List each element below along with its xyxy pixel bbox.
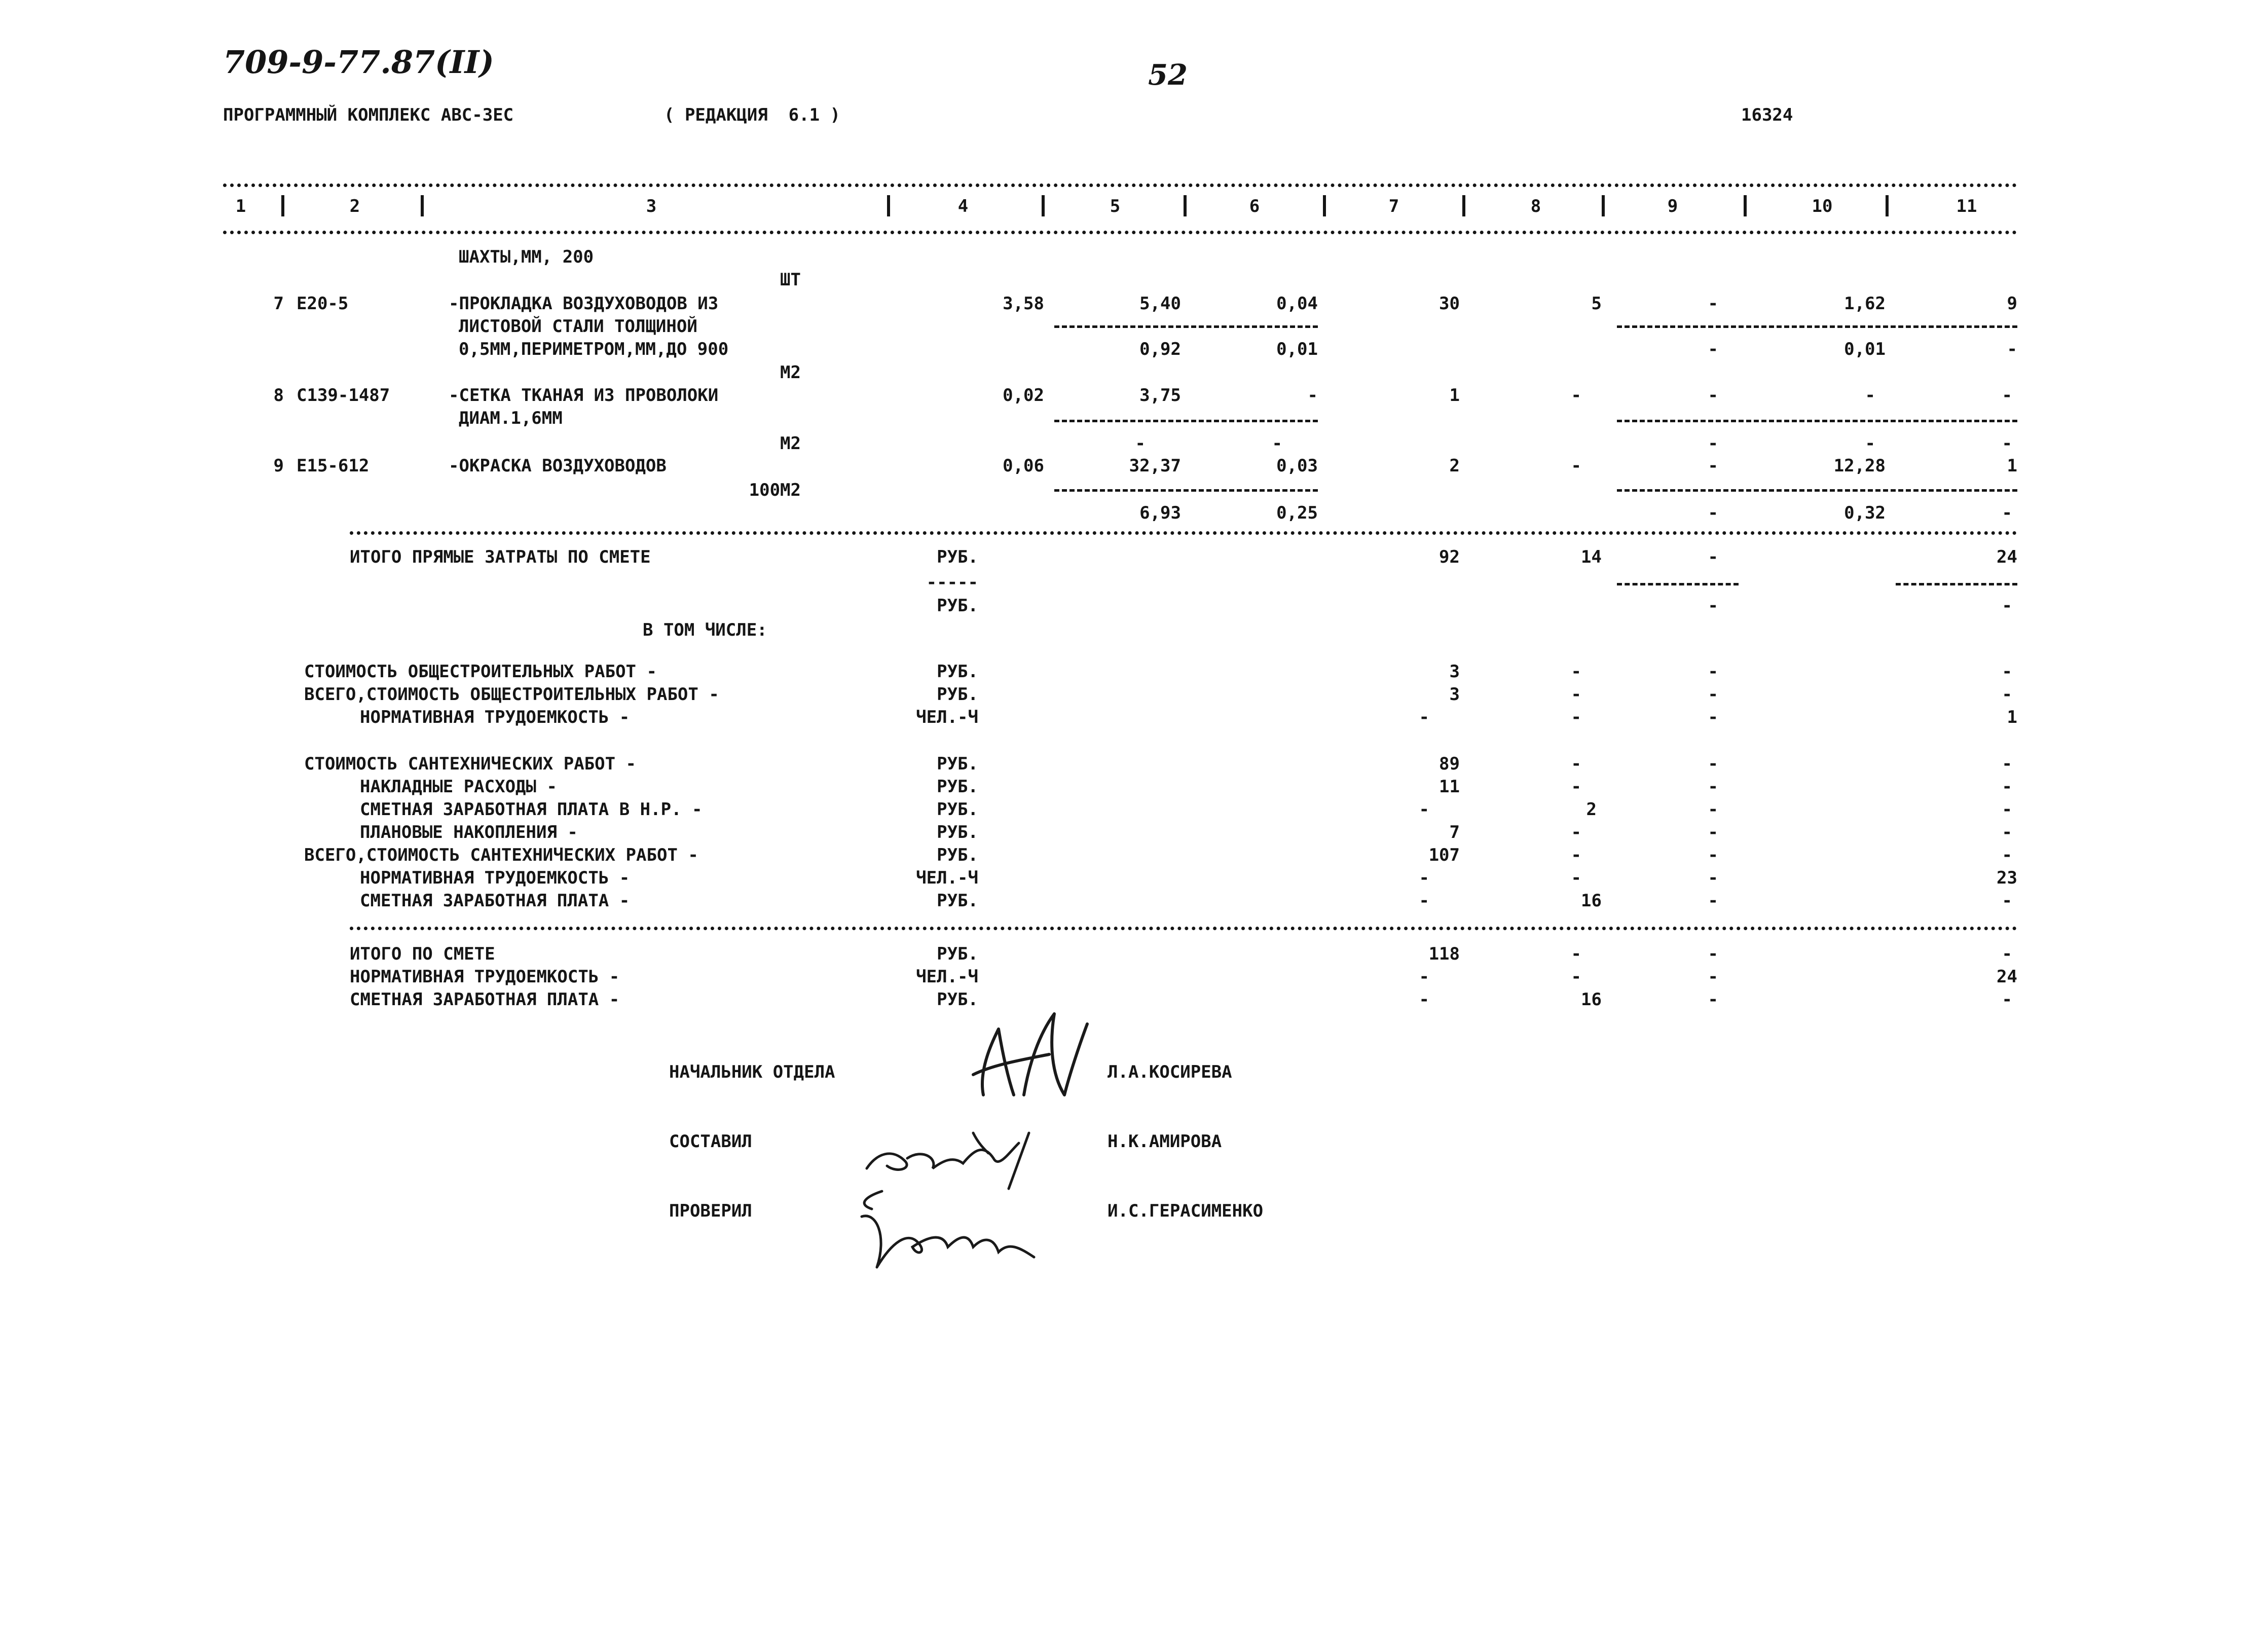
cell: - bbox=[2002, 662, 2012, 682]
cell: 92 bbox=[1439, 547, 1460, 567]
column-separator bbox=[887, 195, 890, 216]
cell: - bbox=[1865, 385, 1875, 406]
unit-label: РУБ. bbox=[937, 944, 978, 964]
cell: - bbox=[1708, 293, 1718, 314]
sub-rule bbox=[1054, 420, 1318, 422]
column-separator bbox=[421, 195, 424, 216]
cell: - bbox=[1571, 944, 1581, 964]
cell: - bbox=[1571, 845, 1581, 865]
unit-label: РУБ. bbox=[937, 547, 978, 567]
row-label: СТОИМОСТЬ САНТЕХНИЧЕСКИХ РАБОТ - bbox=[304, 754, 637, 774]
sub-rule bbox=[1617, 583, 1739, 585]
row-label: НАКЛАДНЫЕ РАСХОДЫ - bbox=[360, 777, 557, 797]
cell: 3 bbox=[1449, 662, 1460, 682]
cell: - bbox=[1419, 707, 1429, 727]
item-description: -ОКРАСКА ВОЗДУХОВОДОВ bbox=[449, 456, 667, 476]
cell: 89 bbox=[1439, 754, 1460, 774]
unit-label: ЧЕЛ.-Ч bbox=[916, 868, 978, 888]
unit-label: М2 bbox=[780, 433, 801, 454]
cell: - bbox=[2002, 891, 2012, 911]
cell: 1 bbox=[2007, 707, 2017, 727]
cell: 1,62 bbox=[1844, 293, 1886, 314]
cell: 32,37 bbox=[1129, 456, 1181, 476]
signature-name: И.С.ГЕРАСИМЕНКО bbox=[1108, 1201, 1264, 1221]
cell: 23 bbox=[1997, 868, 2017, 888]
cell: - bbox=[1571, 385, 1581, 406]
table-top-rule bbox=[223, 183, 2017, 187]
cell: - bbox=[1307, 385, 1318, 406]
cell: - bbox=[1708, 385, 1718, 406]
cell: - bbox=[1571, 662, 1581, 682]
cell: 7 bbox=[1449, 822, 1460, 842]
signature-reviewer bbox=[841, 1181, 1054, 1293]
cell: - bbox=[1272, 433, 1282, 454]
cell: 0,25 bbox=[1276, 503, 1318, 523]
cell: - bbox=[1708, 433, 1718, 454]
column-separator bbox=[1602, 195, 1605, 216]
cell: 5,40 bbox=[1139, 293, 1181, 314]
column-separator bbox=[1042, 195, 1045, 216]
cell: - bbox=[2002, 822, 2012, 842]
signature-role: НАЧАЛЬНИК ОТДЕЛА bbox=[669, 1062, 835, 1082]
signature-role: СОСТАВИЛ bbox=[669, 1131, 752, 1152]
sub-rule bbox=[1617, 325, 2017, 328]
including-heading: В ТОМ ЧИСЛЕ: bbox=[643, 620, 767, 640]
cell: - bbox=[1571, 822, 1581, 842]
column-separator bbox=[281, 195, 284, 216]
col-num: 1 bbox=[235, 196, 246, 216]
cell: - bbox=[1571, 868, 1581, 888]
cell: - bbox=[1419, 891, 1429, 911]
cell: 11 bbox=[1439, 777, 1460, 797]
sub-rule bbox=[1896, 583, 2017, 585]
col-num: 11 bbox=[1956, 196, 1977, 216]
cell: - bbox=[1708, 822, 1718, 842]
cell: - bbox=[1708, 503, 1718, 523]
cell: - bbox=[1708, 754, 1718, 774]
col-num: 9 bbox=[1667, 196, 1678, 216]
cell: 118 bbox=[1428, 944, 1460, 964]
cell: 0,01 bbox=[1276, 339, 1318, 359]
sub-rule bbox=[1054, 489, 1318, 492]
row-text: ШАХТЫ,ММ, 200 bbox=[459, 247, 594, 267]
cell: - bbox=[1708, 967, 1718, 987]
section-rule bbox=[350, 531, 2017, 535]
sub-rule bbox=[1617, 420, 2017, 422]
item-number: 8 bbox=[273, 385, 284, 406]
cell: - bbox=[2002, 684, 2012, 705]
cell: 0,04 bbox=[1276, 293, 1318, 314]
signature-role: ПРОВЕРИЛ bbox=[669, 1201, 752, 1221]
unit-label: РУБ. bbox=[937, 662, 978, 682]
unit-label: РУБ. bbox=[937, 845, 978, 865]
unit-label: РУБ. bbox=[937, 777, 978, 797]
cell: - bbox=[1708, 989, 1718, 1010]
cell: 0,92 bbox=[1139, 339, 1181, 359]
cell: 2 bbox=[1449, 456, 1460, 476]
unit-label: М2 bbox=[780, 362, 801, 383]
cell: - bbox=[1708, 684, 1718, 705]
edition-label: ( РЕДАКЦИЯ 6.1 ) bbox=[664, 105, 840, 125]
column-separator bbox=[1744, 195, 1747, 216]
item-description: ДИАМ.1,6ММ bbox=[459, 408, 563, 428]
row-label: ИТОГО ПРЯМЫЕ ЗАТРАТЫ ПО СМЕТЕ bbox=[350, 547, 651, 567]
row-label: СМЕТНАЯ ЗАРАБОТНАЯ ПЛАТА - bbox=[360, 891, 630, 911]
row-label: СМЕТНАЯ ЗАРАБОТНАЯ ПЛАТА В Н.Р. - bbox=[360, 799, 703, 820]
item-description: -ПРОКЛАДКА ВОЗДУХОВОДОВ ИЗ bbox=[449, 293, 719, 314]
cell: 0,06 bbox=[1003, 456, 1044, 476]
cell: - bbox=[2002, 433, 2012, 454]
cell: - bbox=[1419, 799, 1429, 820]
unit-label: РУБ. bbox=[937, 989, 978, 1010]
cell: - bbox=[1708, 547, 1718, 567]
cell: 24 bbox=[1997, 547, 2017, 567]
column-separator bbox=[1886, 195, 1889, 216]
cell: - bbox=[1571, 684, 1581, 705]
cell: 16 bbox=[1581, 891, 1602, 911]
sub-rule bbox=[1617, 489, 2017, 492]
cell: - bbox=[2002, 777, 2012, 797]
section-rule bbox=[350, 927, 2017, 930]
col-num: 10 bbox=[1812, 196, 1833, 216]
cell: - bbox=[1135, 433, 1146, 454]
cell: - bbox=[1419, 868, 1429, 888]
cell: 3 bbox=[1449, 684, 1460, 705]
column-separator bbox=[1184, 195, 1187, 216]
cell: - bbox=[1708, 707, 1718, 727]
cell: - bbox=[1708, 777, 1718, 797]
cell: 107 bbox=[1428, 845, 1460, 865]
col-num: 2 bbox=[349, 196, 360, 216]
cell: - bbox=[1571, 754, 1581, 774]
cell: 3,58 bbox=[1003, 293, 1044, 314]
unit-label: РУБ. bbox=[937, 822, 978, 842]
cell: 6,93 bbox=[1139, 503, 1181, 523]
cell: 2 bbox=[1586, 799, 1597, 820]
cell: - bbox=[2002, 989, 2012, 1010]
handwritten-code: 709-9-77.87(II) bbox=[223, 44, 494, 81]
cell: - bbox=[1708, 845, 1718, 865]
cell: - bbox=[1708, 596, 1718, 616]
cell: 0,01 bbox=[1844, 339, 1886, 359]
cell: 14 bbox=[1581, 547, 1602, 567]
column-separator bbox=[1323, 195, 1326, 216]
row-label: НОРМАТИВНАЯ ТРУДОЕМКОСТЬ - bbox=[360, 707, 630, 727]
item-number: 7 bbox=[273, 293, 284, 314]
col-num: 6 bbox=[1249, 196, 1260, 216]
row-label: ПЛАНОВЫЕ НАКОПЛЕНИЯ - bbox=[360, 822, 578, 842]
item-description: -СЕТКА ТКАНАЯ ИЗ ПРОВОЛОКИ bbox=[449, 385, 719, 406]
item-description: ЛИСТОВОЙ СТАЛИ ТОЛЩИНОЙ bbox=[459, 316, 697, 337]
col-num: 4 bbox=[957, 196, 969, 216]
cell: 9 bbox=[2007, 293, 2017, 314]
cell: - bbox=[1571, 707, 1581, 727]
col-num: 7 bbox=[1388, 196, 1399, 216]
cell: - bbox=[2002, 845, 2012, 865]
cell: 16 bbox=[1581, 989, 1602, 1010]
cell: - bbox=[1708, 799, 1718, 820]
cell: 3,75 bbox=[1139, 385, 1181, 406]
cell: 12,28 bbox=[1833, 456, 1886, 476]
unit-label: РУБ. bbox=[937, 684, 978, 705]
cell: 24 bbox=[1997, 967, 2017, 987]
row-label: ИТОГО ПО СМЕТЕ bbox=[350, 944, 495, 964]
cell: - bbox=[2002, 596, 2012, 616]
unit-label: ЧЕЛ.-Ч bbox=[916, 707, 978, 727]
item-code: Е15-612 bbox=[297, 456, 370, 476]
cell: 0,32 bbox=[1844, 503, 1886, 523]
cell: - bbox=[1708, 339, 1718, 359]
unit-label: РУБ. bbox=[937, 596, 978, 616]
item-code: Е20-5 bbox=[297, 293, 349, 314]
cell: - bbox=[2002, 944, 2012, 964]
signature-name: Н.К.АМИРОВА bbox=[1108, 1131, 1222, 1152]
cell: - bbox=[1419, 967, 1429, 987]
row-label: ВСЕГО,СТОИМОСТЬ САНТЕХНИЧЕСКИХ РАБОТ - bbox=[304, 845, 698, 865]
col-num: 3 bbox=[646, 196, 657, 216]
cell: 30 bbox=[1439, 293, 1460, 314]
unit-label: 100М2 bbox=[749, 480, 801, 500]
item-number: 9 bbox=[273, 456, 284, 476]
signature-name: Л.А.КОСИРЕВА bbox=[1108, 1062, 1232, 1082]
cell: - bbox=[2002, 799, 2012, 820]
cell: 0,02 bbox=[1003, 385, 1044, 406]
cell: - bbox=[1865, 433, 1875, 454]
unit-label: РУБ. bbox=[937, 799, 978, 820]
cell: - bbox=[1708, 662, 1718, 682]
cell: - bbox=[1571, 777, 1581, 797]
unit-label: РУБ. bbox=[937, 891, 978, 911]
header-bottom-rule bbox=[223, 231, 2017, 234]
sub-rule bbox=[1054, 325, 1318, 328]
cell: - bbox=[1708, 868, 1718, 888]
row-label: СТОИМОСТЬ ОБЩЕСТРОИТЕЛЬНЫХ РАБОТ - bbox=[304, 662, 657, 682]
cell: - bbox=[1708, 944, 1718, 964]
item-code: С139-1487 bbox=[297, 385, 390, 406]
page-number: 52 bbox=[1148, 58, 1188, 92]
unit-label: ЧЕЛ.-Ч bbox=[916, 967, 978, 987]
cell: - bbox=[2002, 385, 2012, 406]
cell: - bbox=[1419, 989, 1429, 1010]
unit-label: ----- bbox=[926, 572, 978, 593]
row-label: НОРМАТИВНАЯ ТРУДОЕМКОСТЬ - bbox=[350, 967, 620, 987]
col-num: 5 bbox=[1110, 196, 1121, 216]
cell: - bbox=[2002, 503, 2012, 523]
unit-label: РУБ. bbox=[937, 754, 978, 774]
column-separator bbox=[1462, 195, 1465, 216]
cell: - bbox=[1571, 967, 1581, 987]
document-number: 16324 bbox=[1741, 105, 1793, 125]
unit-label: ШТ bbox=[780, 270, 801, 290]
cell: 5 bbox=[1591, 293, 1602, 314]
row-label: СМЕТНАЯ ЗАРАБОТНАЯ ПЛАТА - bbox=[350, 989, 620, 1010]
cell: 1 bbox=[1449, 385, 1460, 406]
item-description: 0,5ММ,ПЕРИМЕТРОМ,ММ,ДО 900 bbox=[459, 339, 729, 359]
col-num: 8 bbox=[1530, 196, 1541, 216]
cell: - bbox=[1708, 891, 1718, 911]
cell: - bbox=[2007, 339, 2017, 359]
cell: - bbox=[1571, 456, 1581, 476]
cell: - bbox=[2002, 754, 2012, 774]
cell: 0,03 bbox=[1276, 456, 1318, 476]
signature-head-of-department bbox=[963, 999, 1095, 1115]
row-label: ВСЕГО,СТОИМОСТЬ ОБЩЕСТРОИТЕЛЬНЫХ РАБОТ - bbox=[304, 684, 719, 705]
program-name: ПРОГРАММНЫЙ КОМПЛЕКС АВС-ЗЕС bbox=[223, 105, 514, 125]
cell: - bbox=[1708, 456, 1718, 476]
row-label: НОРМАТИВНАЯ ТРУДОЕМКОСТЬ - bbox=[360, 868, 630, 888]
cell: 1 bbox=[2007, 456, 2017, 476]
